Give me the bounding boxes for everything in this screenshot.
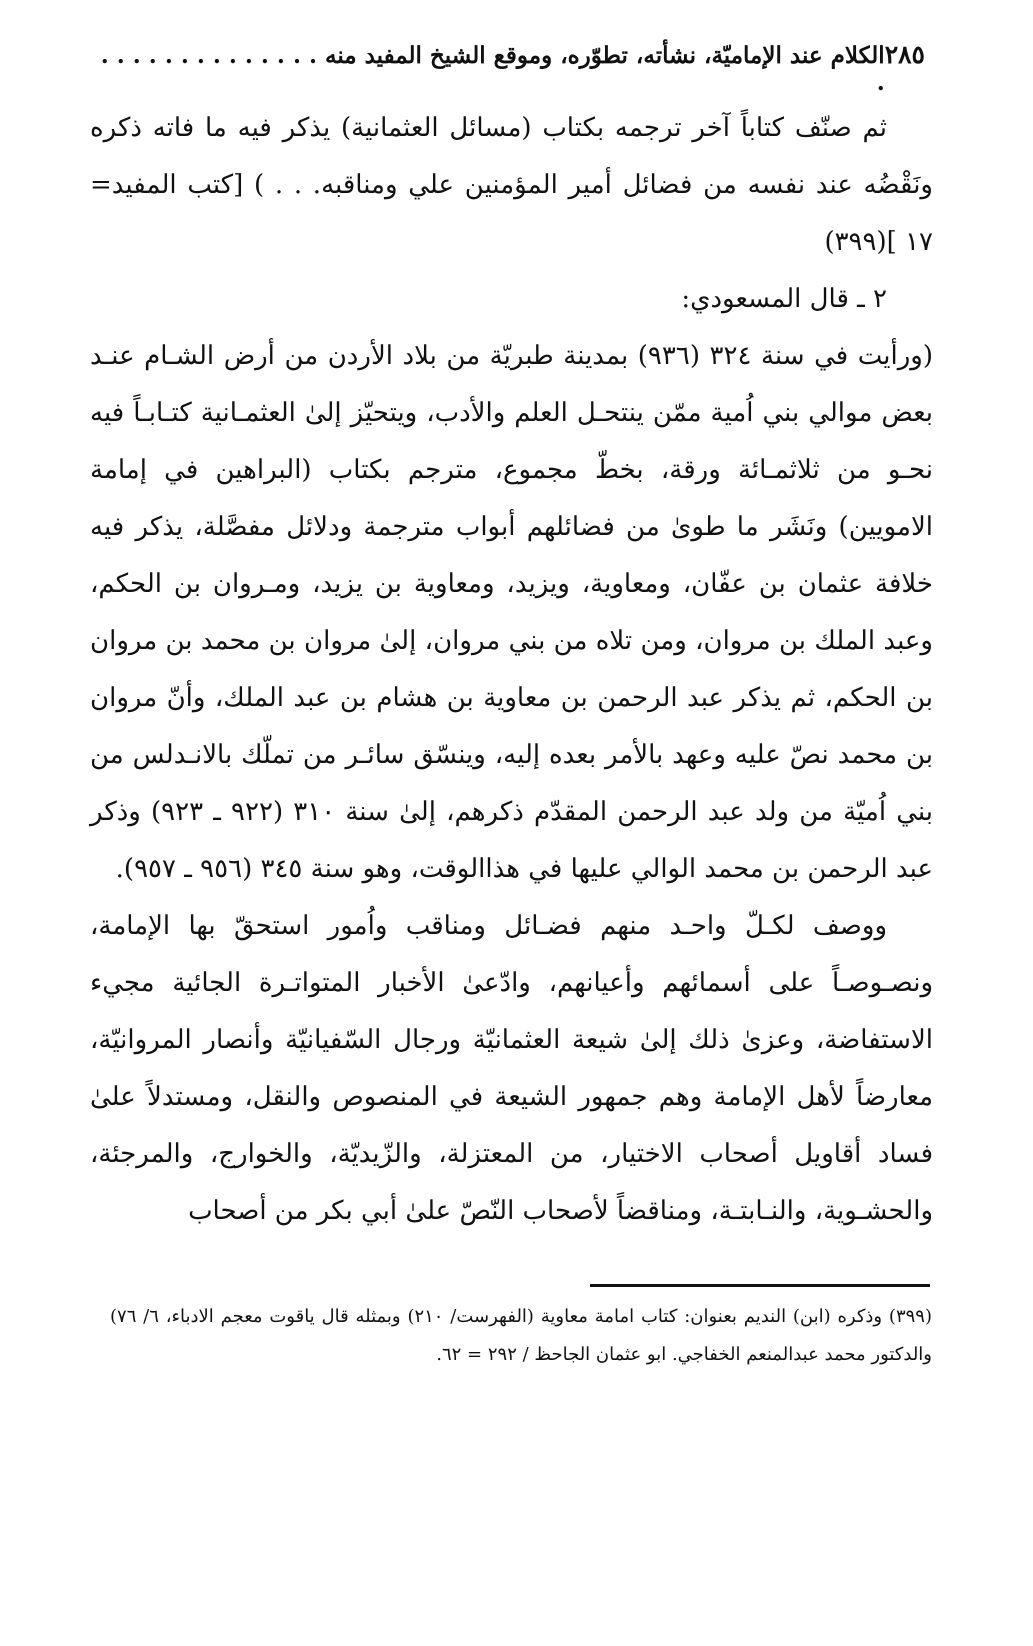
paragraph-4: ووصف لكـلّ واحـد منهم فضـائل ومناقب واُمور استحقّ بها الإمامة، ونصـوصـاً على أسمائهم وأعيانهم، وادّعىٰ الأخبار المتواتـرة الجائية مجيء الاستفاضة، وعزىٰ ذلك إلىٰ شيعة العثمانيّة ورجال السّفيانيّة وأنصار المروانيّة، معارضاً لأهل الإمامة وهم جمهور الشيعة في المنصوص والنقل، ومستدلاً علىٰ فساد أقاويل أصحاب الاختيار، من المعتزلة، والزّيديّة، والخوارج، والمرجئة، والحشـوية، والنـابتـة، ومناقضاً لأصحاب النّصّ علىٰ أبي بكر من أصحاب bbox=[90, 911, 933, 1226]
footnote-divider bbox=[590, 1284, 930, 1287]
running-title: الكلام عند الإماميّة، نشأته، تطوّره، وموقع الشيخ المفيد منه . . . . . . . . . . . . . . . bbox=[100, 42, 885, 96]
page-number: ٢٨٥ bbox=[884, 40, 925, 69]
leader-dots: . . . . . . . . . . . . . . . bbox=[100, 42, 885, 96]
page-header bbox=[90, 40, 925, 96]
paragraph-2: ٢ ـ قال المسعودي: bbox=[681, 284, 887, 314]
footnote: (٣٩٩) وذكره (ابن) النديم بعنوان: كتاب امامة معاوية (الفهرست/ ٢١٠) وبمثله قال ياقوت معجم الادباء، ٦/ ٧٦) والدكتور محمد عبدالمنعم الخفاجي. ابو عثمان الجاحظ / ٢٩٢ = ٦٢. bbox=[110, 1306, 932, 1365]
paragraph-1: ثم صنّف كتاباً آخر ترجمه بكتاب (مسائل العثمانية) يذكر فيه ما فاته ذكره ونَقْضُه عند نفسه من فضائل أمير المؤمنين علي ومناقبه. . . ) [كتب المفيد= ١٧ ](٣٩٩) bbox=[90, 113, 933, 257]
main-text bbox=[90, 100, 933, 1240]
paragraph-3: (ورأيت في سنة ٣٢٤ (٩٣٦) بمدينة طبريّة من بلاد الأردن من أرض الشـام عنـد بعض موالي بني اُمية ممّن ينتحـل العلم والأدب، ويتحيّز إلىٰ العثمـانية كتـابـاً فيه نحـو من ثلاثمـائة ورقة، بخطّ مجموع، مترجم بكتاب (البراهين في إمامة الامويين) ونَشَر ما طوىٰ من فضائلهم أبواب مترجمة ودلائل مفصَّلة، يذكر فيه خلافة عثمان بن عفّان، ومعاوية، ويزيد، ومعاوية بن يزيد، ومـروان بن الحكم، وعبد الملك بن مروان، ومن تلاه من بني مروان، إلىٰ مروان بن محمد بن مروان بن الحكم، ثم يذكر عبد الرحمن بن معاوية بن هشام بن عبد الملك، وأنّ مروان بن محمد نصّ عليه وعهد بالأمر بعده إليه، وينسّق سائـر من تملّك بالانـدلس من بني اُميّة من ولد عبد الرحمن المقدّم ذكرهم، إلىٰ سنة ٣١٠ (٩٢٢ ـ ٩٢٣) وذكر عبد الرحمن بن محمد الوالي عليها في هذاالوقت، وهو سنة ٣٤٥ (٩٥٦ ـ ٩٥٧). bbox=[90, 341, 933, 884]
